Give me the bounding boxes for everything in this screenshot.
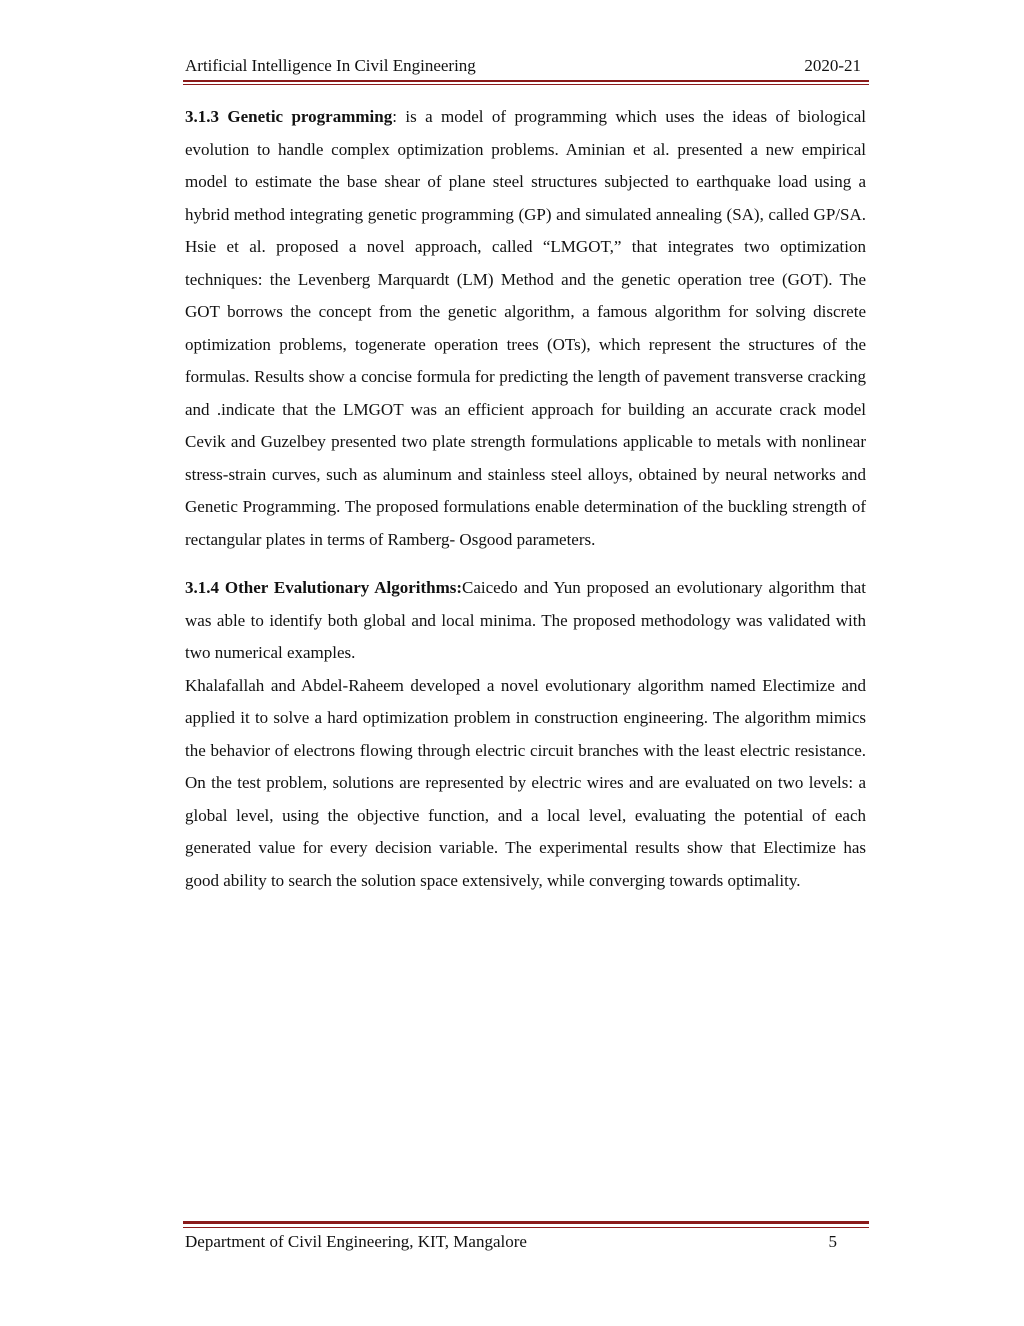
header-title: Artificial Intelligence In Civil Engineering — [185, 56, 476, 75]
paragraph — [185, 101, 866, 556]
header-year: 2020-21 — [804, 56, 861, 75]
paragraph-text: Caicedo and Yun proposed an evolutionary algorithm that was able to identify both global and local minima. The proposed methodology was validated with two numerical examples. — [185, 578, 866, 662]
page-footer — [185, 1232, 867, 1258]
footer-rule-thin — [183, 1227, 869, 1228]
paragraph-text: : is a model of programming which uses the ideas of biological evolution to handle complex optimization problems. Aminian et al. presented a new empirical model to estimate the base shear of plane steel structures subjected to earthquake load using a hybrid method integrating genetic programming (GP) and simulated annealing (SA), called GP/SA. Hsie et al. proposed a novel approach, called “LMGOT,” that integrates two optimization techniques: the Levenberg Marquardt (LM) Method and the genetic operation tree (GOT). The GOT borrows the concept from the genetic algorithm, a famous algorithm for solving discrete optimization problems, togenerate operation trees (OTs), which represent the structures of the formulas. Results show a concise formula for predicting the length of pavement transverse cracking and .indicate that the LMGOT was an efficient approach for building an accurate crack model Cevik and Guzelbey presented two plate strength formulations applicable to metals with nonlinear stress-strain curves, such as aluminum and stainless steel alloys, obtained by neural networks and Genetic Programming. The proposed formulations enable determination of the buckling strength of rectangular plates in terms of Ramberg- Osgood parameters. — [185, 107, 867, 549]
footer-rule — [183, 1221, 869, 1224]
footer-department: Department of Civil Engineering, KIT, Mangalore — [185, 1232, 527, 1251]
section-heading: 3.1.3 Genetic programming — [185, 107, 393, 126]
paragraph: Khalafallah and Abdel-Raheem developed a novel evolutionary algorithm named Electimize and applied it to solve a hard optimization problem in construction engineering. The algorithm mimics the behavior of electrons flowing through electric circuit branches with the least electric resistance. On the test problem, solutions are represented by electric wires and are evaluated on two levels: a global level, using the objective function, and a local level, evaluating the potential of each generated value for every decision variable. The experimental results show that Electimize has good ability to search the solution space extensively, while converging towards optimality. — [185, 675, 866, 890]
page-content — [185, 101, 866, 897]
section-genetic-programming — [185, 101, 866, 556]
section-other-evolutionary-algorithms — [185, 572, 866, 897]
page-number: 5 — [828, 1232, 837, 1251]
header-rule — [183, 80, 869, 82]
header-rule-thin — [183, 84, 869, 85]
section-heading: 3.1.4 Other Evalutionary Algorithms: — [185, 578, 463, 597]
paragraph — [185, 572, 866, 670]
page-header — [185, 56, 867, 82]
